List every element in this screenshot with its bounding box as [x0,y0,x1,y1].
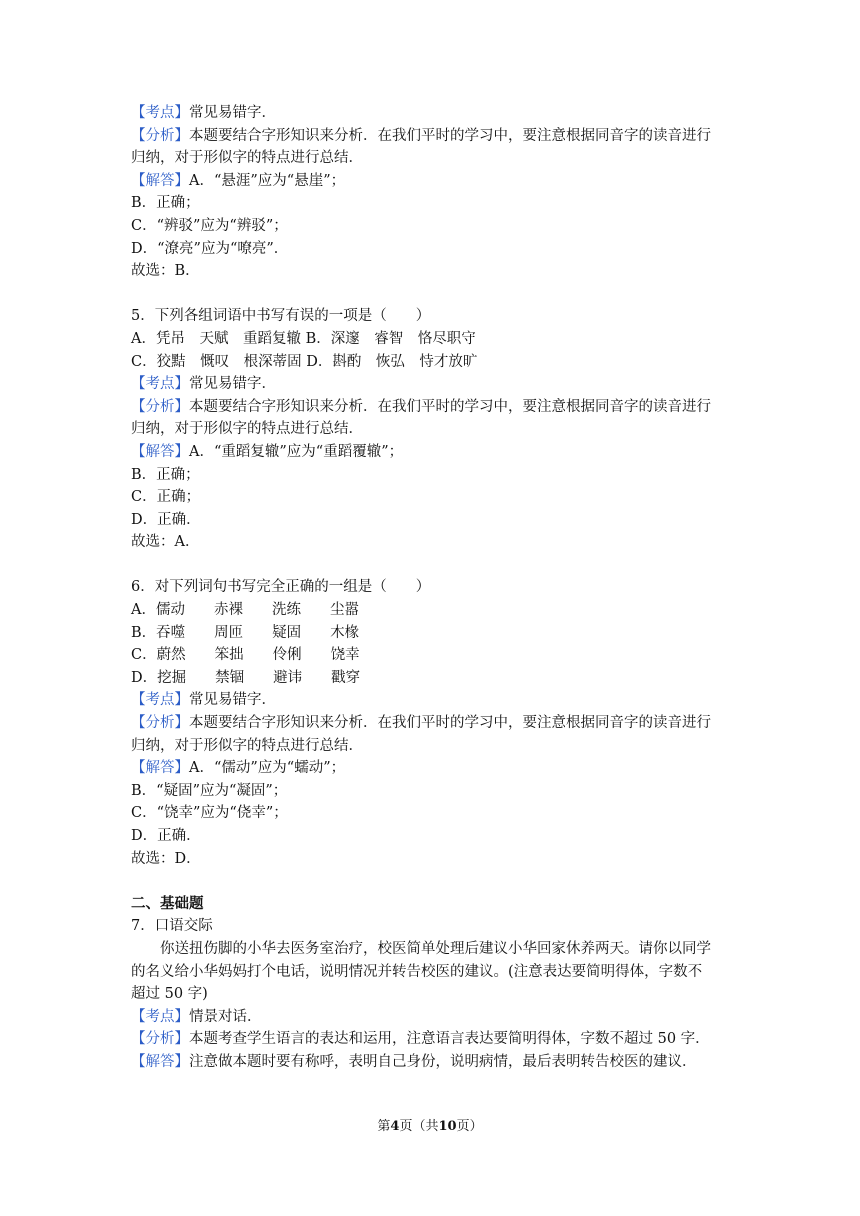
question-5-stem: 5．下列各组词语中书写有误的一项是（ ） [131,308,431,325]
total-page-number: 10 [438,1119,457,1134]
jieda-line: 【解答】A．“儒动”应为“蠕动”； [131,760,346,777]
question-6-option: A．儒动 赤裸 洗练 尘嚣 [131,602,359,619]
fenxi-line-cont: 归纳，对于形似字的特点进行总结． [131,737,363,754]
answer-line: 故选：D． [131,850,201,867]
answer-line: B．“疑固”应为“凝固”； [131,782,288,799]
kaodian-line: 【考点】常见易错字． [131,376,276,393]
jieda-line: 【解答】A．“重蹈复辙”应为“重蹈覆辙”； [131,443,404,460]
fenxi-tag: 【分析】 [131,1031,189,1048]
jieda-tag: 【解答】 [131,760,189,777]
question-7-stem: 7．口语交际 [131,918,213,935]
question-6-option: C．蔚然 笨拙 伶俐 饶幸 [131,647,360,664]
spacer [131,870,731,893]
question-5-options: C．狡黠 慨叹 根深蒂固 D．斟酌 恢弘 恃才放旷 [131,353,478,370]
answer-line: B．正确； [131,466,200,483]
answer-line: 故选：B． [131,263,200,280]
answer-line: D．“潦亮”应为“嘹亮”． [131,240,289,257]
question-6-option: D．挖掘 禁锢 避讳 戳穿 [131,669,361,686]
spacer [131,554,731,577]
answer-line: 故选：A． [131,534,200,551]
answer-line: D．正确． [131,511,201,528]
page-footer: 第4页（共10页） [377,1119,483,1134]
fenxi-line-cont: 归纳，对于形似字的特点进行总结． [131,421,363,438]
kaodian-tag: 【考点】 [131,105,189,121]
answer-line: C．正确； [131,489,201,506]
answer-line: B．正确； [131,195,200,212]
document-body [131,102,731,1074]
fenxi-tag: 【分析】 [131,715,189,732]
fenxi-tag: 【分析】 [131,398,189,415]
fenxi-line: 【分析】本题要结合字形知识来分析．在我们平时的学习中，要注意根据同音字的读音进行 [131,398,711,415]
kaodian-tag: 【考点】 [131,1008,189,1025]
fenxi-line: 【分析】本题要结合字形知识来分析．在我们平时的学习中，要注意根据同音字的读音进行 [131,127,711,144]
kaodian-line: 【考点】情景对话． [131,1008,262,1025]
answer-line: C．“辨驳”应为“辨驳”； [131,217,288,234]
jieda-tag: 【解答】 [131,172,189,189]
spacer [131,283,731,306]
question-6-option: B．吞噬 周匝 疑固 木椽 [131,624,360,641]
question-7-body: 的名义给小华妈妈打个电话，说明情况并转告校医的建议。(注意表达要简明得体，字数不 [131,963,703,980]
kaodian-line: 【考点】常见易错字． [131,105,276,121]
fenxi-line: 【分析】本题要结合字形知识来分析．在我们平时的学习中，要注意根据同音字的读音进行 [131,715,711,732]
jieda-tag: 【解答】 [131,443,189,460]
jieda-tag: 【解答】 [131,1053,189,1070]
fenxi-tag: 【分析】 [131,127,189,144]
kaodian-line: 【考点】常见易错字． [131,692,276,709]
answer-line: C．“饶幸”应为“侥幸”； [131,805,288,822]
jieda-line: 【解答】注意做本题时要有称呼，表明自己身份，说明病情，最后表明转告校医的建议． [131,1053,697,1070]
kaodian-tag: 【考点】 [131,376,189,393]
jieda-line: 【解答】A．“悬涯”应为“悬崖”； [131,172,346,189]
question-7-body: 超过 50 字) [131,986,208,1003]
answer-line: D．正确． [131,828,201,844]
fenxi-line-cont: 归纳，对于形似字的特点进行总结． [131,150,363,167]
current-page-number: 4 [390,1119,400,1134]
question-6-stem: 6．对下列词句书写完全正确的一组是（ ） [131,579,431,596]
section-heading: 二、基础题 [131,894,204,912]
question-5-options: A．凭吊 天赋 重蹈复辙 B．深邃 睿智 恪尽职守 [131,330,476,347]
fenxi-line: 【分析】本题考查学生语言的表达和运用，注意语言表达要简明得体，字数不超过 50 字． [131,1031,710,1048]
question-7-body: 你送扭伤脚的小华去医务室治疗，校医简单处理后建议小华回家休养两天。请你以同学 [160,940,711,957]
kaodian-tag: 【考点】 [131,692,189,709]
